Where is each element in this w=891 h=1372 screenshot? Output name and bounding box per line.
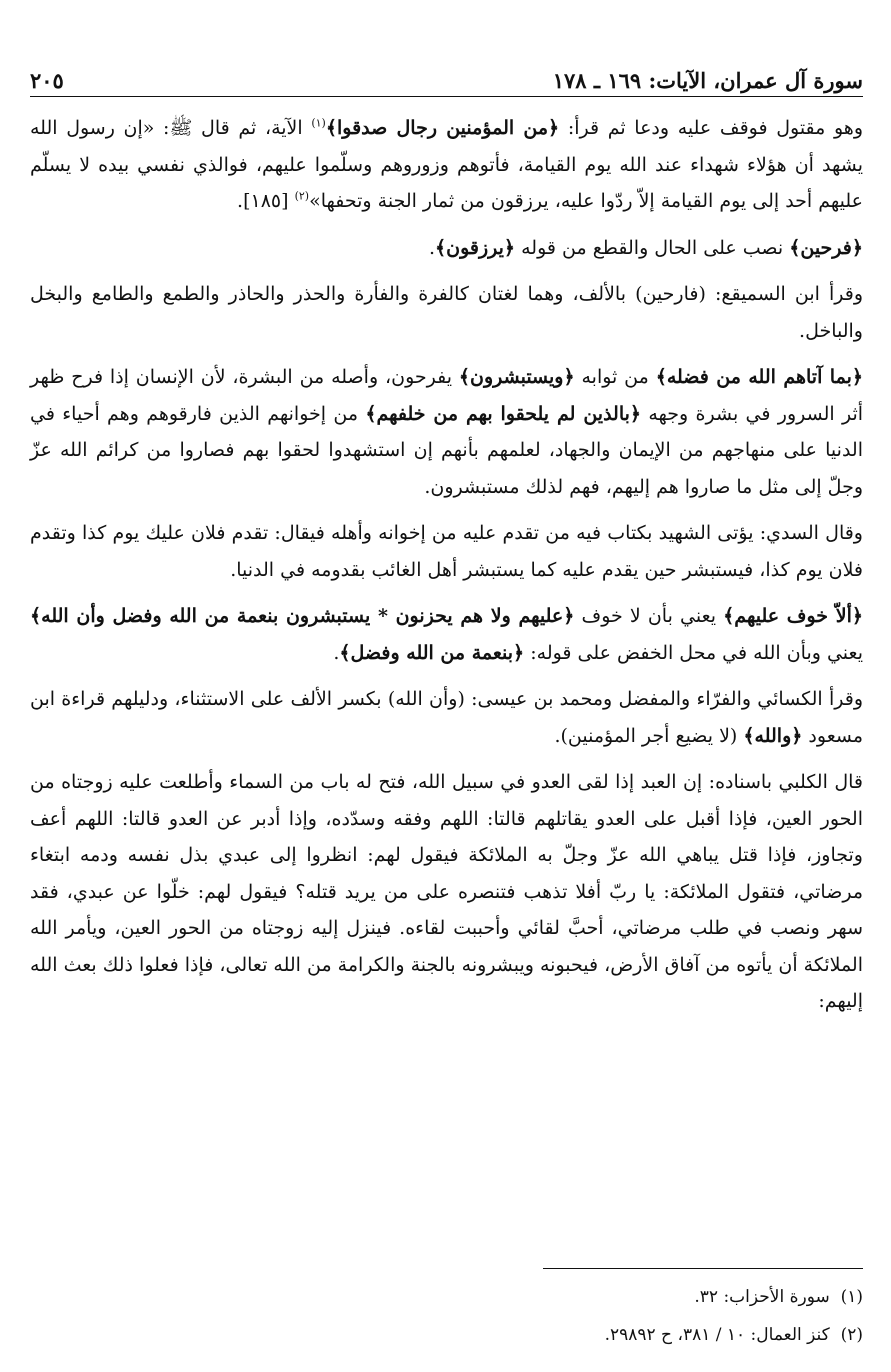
footnote-text: سورة الأحزاب: ٣٢. <box>694 1287 830 1307</box>
p1-text-1: وهو مقتول فوقف عليه ودعا ثم قرأ: <box>559 117 863 139</box>
footnote-number: (١) <box>840 1287 863 1307</box>
quran-quote: ﴿بنعمة من الله وفضل﴾ <box>339 641 525 664</box>
running-head-title: سورة آل عمران، الآيات: ١٦٩ ـ ١٧٨ <box>552 67 863 93</box>
paragraph-1 <box>30 110 863 220</box>
p1-text-3: [١٨٥]. <box>237 190 295 212</box>
paragraph-8: قال الكلبي باسناده: إن العبد إذا لقى العدو في سبيل الله، فتح له باب من السماء وأطلعت عليه زوجتاه من الحور العين، فإذا أقبل على العدو يقاتلهم قالتا: اللهم وفقه وسدّده، وإذا أدبر عن العدو قالتا: اللهم أعف وتجاوز، فإذا قتل يباهي الله عزّ وجلّ به الملائكة فيقول لهم: انظروا إلى عبدي بذل نفسه ودمه ابتغاء مرضاتي، فتقول الملائكة: يا ربّ أفلا تذهب فتنصره على من يريد قتله؟ فيقول لهم: خلّوا عن عبدي، فقد سهر ونصب في طلب مرضاتي، أحبَّ لقائي وأحببت لقاءه. فينزل إليه زوجتاه من الحور العين، ويأمر الله الملائكة أن يأتوه من آفاق الأرض، فيحبونه ويبشرونه بالجنة والكرامة من الله تعالى، فإذا فعلوا ذلك بعث الله إليهم: <box>30 771 863 1012</box>
running-head <box>30 52 863 92</box>
quran-quote: ﴿عليهم ولا هم يحزنون * يستبشرون بنعمة من الله وفضل وأن الله﴾ <box>30 605 575 627</box>
footnotes <box>30 1278 863 1354</box>
paragraph-5: وقال السدي: يؤتى الشهيد بكتاب فيه من تقدم عليه من إخوانه وأهله فيقال: تقدم فلان عليك يوم كذا وتقدم فلان يوم كذا، فيستبشر حين يقدم عليه كما يستبشر أهل الغائب بقدومه في الدنيا. <box>30 522 863 581</box>
quran-quote: ﴿ألاّ خوف عليهم﴾ <box>723 605 863 627</box>
quran-quote: ﴿من المؤمنين رجال صدقوا﴾ <box>325 117 560 139</box>
p6-text-2: يعني وبأن الله في محل الخفض على قوله: <box>524 641 863 664</box>
page-number: ٢٠٥ <box>30 67 64 93</box>
quran-quote: ﴿ويستبشرون﴾ <box>458 366 575 388</box>
quran-quote: ﴿فرحين﴾ <box>789 236 863 259</box>
p6-text-1: يعني بأن لا خوف <box>574 605 724 627</box>
p2-text-1: نصب على الحال والقطع من قوله <box>515 236 790 259</box>
quran-quote: ﴿بما آتاهم الله من فضله﴾ <box>655 366 863 388</box>
footnote-ref-2[interactable]: (٢) <box>294 189 310 203</box>
quran-quote: ﴿والله﴾ <box>743 724 803 747</box>
paragraph-2 <box>30 230 863 267</box>
p7-text-2: (لا يضيع أجر المؤمنين). <box>554 724 744 747</box>
p4-text-3: من إخوانهم الذين فارقوهم وهم أحياء في الدنيا على منهاجهم من الإيمان والجهاد، لعلمهم بأنهم إن استشهدوا لحقوا بهم فصاروا من كرائم الله عزّ وجلّ إلى مثل ما صاروا هم إليهم، فهم لذلك مستبشرون. <box>30 402 863 498</box>
quran-quote: ﴿يرزقون﴾ <box>434 236 516 259</box>
p6-text-3: . <box>333 641 340 664</box>
p1-text-2: الآية، ثم قال ﷺ: «إن رسول الله يشهد أن هؤلاء شهداء عند الله يوم القيامة، فأتوهم وزوروهم وسلّموا عليهم، فوالذي نفسي بيده لا يسلّم عليهم أحد إلى يوم القيامة إلاّ ردّوا عليه، يرزقون من ثمار الجنة وتحفها» <box>30 117 863 212</box>
footnote-ref-1[interactable]: (١) <box>311 116 326 130</box>
paragraph-6 <box>30 598 863 671</box>
footnote-number: (٢) <box>840 1325 863 1345</box>
p7-text-1: وقرأ الكسائي والفرّاء والمفضل ومحمد بن عيسى: (وأن الله) بكسر الألف على الاستثناء، ودليلهم قراءة ابن مسعود <box>30 688 863 747</box>
p2-text-2: . <box>428 236 435 259</box>
footnote-text: كنز العمال: ١٠ / ٣٨١، ح ٢٩٨٩٢. <box>604 1325 830 1345</box>
footnote-rule <box>543 1268 863 1269</box>
footnote-2 <box>30 1316 863 1354</box>
p4-text-1: من ثوابه <box>574 366 656 388</box>
main-text <box>30 110 863 1030</box>
paragraph-4 <box>30 359 863 505</box>
paragraph-3: وقرأ ابن السميقع: (فارحين) بالألف، وهما لغتان كالفرة والفأرة والحذر والحاذر والطمع والطامع والبخل والباخل. <box>30 283 863 342</box>
quran-quote: ﴿بالذين لم يلحقوا بهم من خلفهم﴾ <box>365 402 642 425</box>
footnote-1 <box>30 1278 863 1316</box>
p4-text-2: يفرحون، وأصله من البشرة، لأن الإنسان إذا فرح ظهر أثر السرور في بشرة وجهه <box>30 366 864 425</box>
header-rule <box>30 96 863 97</box>
paragraph-7 <box>30 681 863 754</box>
